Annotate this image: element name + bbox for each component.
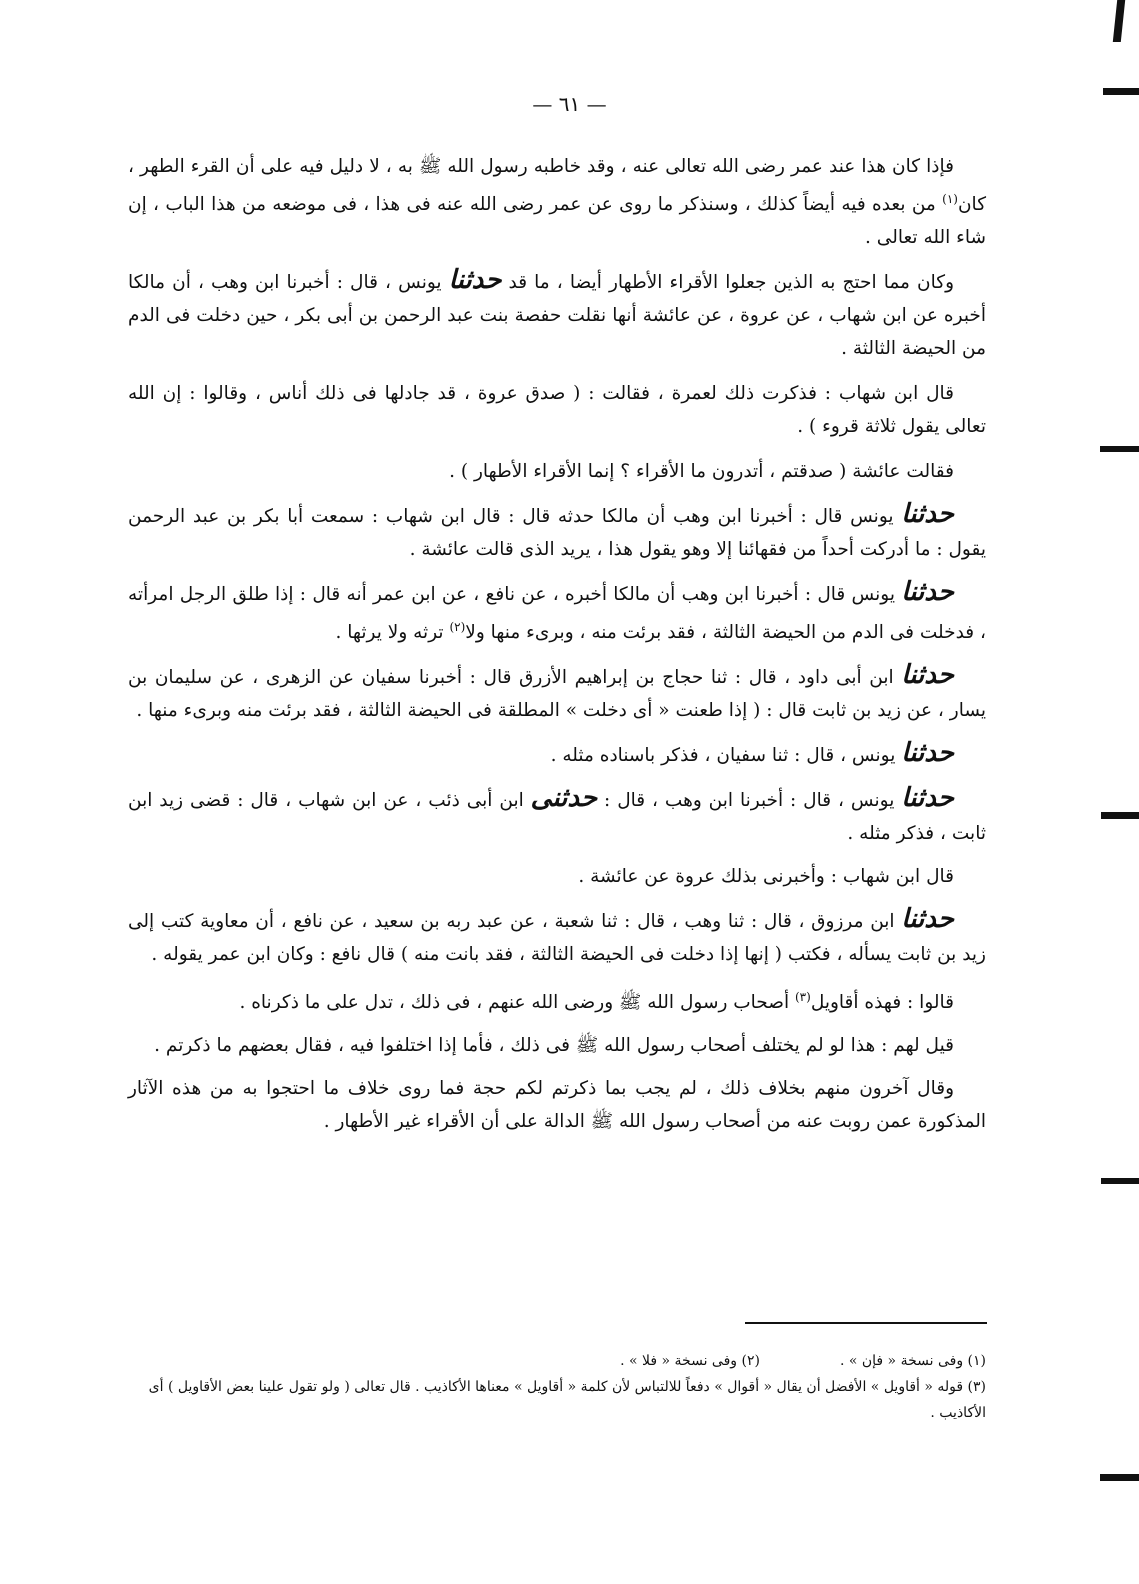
hadith-keyword: حدثنا <box>448 265 502 296</box>
paragraph-text: قالوا : فهذه أقاويل <box>810 992 954 1014</box>
paragraph-text: يونس ، قال : أخبرنا ابن وهب ، قال : <box>597 790 902 812</box>
scan-edge-mark <box>1101 1178 1139 1184</box>
hadith-keyword: حدثنا <box>901 577 954 608</box>
paragraph <box>128 737 986 772</box>
main-text <box>128 150 986 1148</box>
paragraph <box>128 1029 986 1062</box>
paragraph-text: قيل لهم : هذا لو لم يختلف أصحاب رسول الله ﷺ فى ذلك ، فأما إذا اختلفوا فيه ، فقال بعضهم ما ذكرتم . <box>154 1035 954 1057</box>
paragraph-text: يونس ، قال : أخبرنا ابن وهب ، أن مالكا أخبره عن ابن شهاب ، عن عروة ، عن عائشة أنها نقلت حفصة بنت عبد الرحمن بن أبى بكر ، حين دخلت فى الدم من الحيضة الثالثة . <box>128 272 986 360</box>
paragraph <box>128 860 986 893</box>
footnote-3: (٣) قوله « أقاويل » الأفضل أن يقال « أقوال » دفعاً للالتباس لأن كلمة « أقاويل » معناها الأكاذيب . قال تعالى ( ولو تقول علينا بعض الأقاويل ) أى الأكاذيب . <box>148 1379 986 1421</box>
paragraph-text: ترثه ولا يرثها . <box>335 622 450 644</box>
scan-edge-mark <box>1103 88 1139 95</box>
paragraph-text: يونس قال : أخبرنا ابن وهب أن مالكا حدثه قال : قال ابن شهاب : سمعت أبا بكر بن عبد الرحمن يقول : ما أدركت أحداً من فقهائنا إلا وهو يقول هذا ، يريد الذى قالت عائشة . <box>128 506 986 561</box>
paragraph-text: فإذا كان هذا عند عمر رضى الله تعالى عنه ، وقد خاطبه رسول الله ﷺ به ، لا دليل فيه على أن القرء الطهر ، كان <box>128 156 986 216</box>
paragraph <box>128 659 986 727</box>
paragraph-text: أصحاب رسول الله ﷺ ورضى الله عنهم ، فى ذلك ، تدل على ما ذكرناه . <box>239 992 795 1014</box>
footnote-row <box>128 1348 986 1374</box>
hadith-keyword: حدثنا <box>901 783 954 814</box>
footnote-ref[interactable]: (١) <box>942 192 958 206</box>
hadith-keyword: حدثنا <box>901 738 954 769</box>
paragraph <box>128 150 986 254</box>
paragraph <box>128 498 986 566</box>
paragraph <box>128 377 986 443</box>
paragraph-text: يونس قال : أخبرنا ابن وهب أن مالكا أخبره ، عن نافع ، عن ابن عمر أنه قال : إذا طلق الرجل امرأته ، فدخلت فى الدم من الحيضة الثالثة ، فقد برئت منه ، وبرىء منها ولا <box>128 584 986 644</box>
hadith-keyword: حدثنا <box>901 904 954 935</box>
footnote-2: (٢) وفى نسخة « فلا » . <box>620 1353 760 1369</box>
paragraph-text: ابن مرزوق ، قال : ثنا وهب ، قال : ثنا شعبة ، عن عبد ربه بن سعيد ، عن نافع ، أن معاوية كتب إلى زيد بن ثابت يسأله ، فكتب ( إنها إذا دخلت فى الحيضة الثالثة ، فقد بانت منه ) قال نافع : وكان ابن عمر يقوله . <box>128 911 986 966</box>
paragraph-text: يونس ، قال : ثنا سفيان ، فذكر باسناده مثله . <box>550 745 902 767</box>
paragraph <box>128 576 986 649</box>
paragraph-text: وكان مما احتج به الذين جعلوا الأقراء الأطهار أيضا ، ما قد <box>501 272 954 294</box>
footnotes <box>128 1348 986 1426</box>
footnote-1: (١) وفى نسخة « فإن » . <box>839 1353 986 1369</box>
paragraph <box>128 782 986 850</box>
hadith-keyword: حدثنى <box>530 783 598 814</box>
paragraph <box>128 1072 986 1138</box>
paragraph <box>128 903 986 971</box>
hadith-keyword: حدثنا <box>901 660 954 691</box>
paragraph-text: قال ابن شهاب : فذكرت ذلك لعمرة ، فقالت : ( صدق عروة ، قد جادلها فى ذلك أناس ، وقالوا : إن الله تعالى يقول ثلاثة قروء ) . <box>128 383 986 438</box>
scan-edge-mark <box>1100 446 1139 452</box>
paragraph-text: وقال آخرون منهم بخلاف ذلك ، لم يجب بما ذكرتم لكم حجة فما روى خلاف ما احتجوا به من هذه الآثار المذكورة عمن روبت عنه من أصحاب رسول الله ﷺ الدالة على أن الأقراء غير الأطهار . <box>128 1078 986 1133</box>
paragraph <box>128 981 986 1019</box>
paragraph-text: ابن أبى داود ، قال : ثنا حجاج بن إبراهيم الأزرق قال : أخبرنا سفيان عن الزهرى ، عن سليمان بن يسار ، عن زيد بن ثابت قال : ( إذا طعنت « أى دخلت » المطلقة فى الحيضة الثالثة ، فقد برئت منه وبرىء منها . <box>128 667 986 722</box>
paragraph <box>128 455 986 488</box>
scan-edge-mark <box>1101 812 1139 819</box>
footnote-divider <box>745 1322 987 1324</box>
footnote-ref[interactable]: (٢) <box>449 620 466 635</box>
hadith-keyword: حدثنا <box>901 499 954 530</box>
scan-edge-mark <box>1113 0 1125 42</box>
footnote-ref[interactable]: (٣) <box>794 990 811 1005</box>
page-number: — ٦١ — <box>532 92 607 116</box>
paragraph-text: فقالت عائشة ( صدقتم ، أتدرون ما الأقراء ؟ إنما الأقراء الأطهار ) . <box>449 461 954 483</box>
paragraph <box>128 264 986 365</box>
paragraph-text: من بعده فيه أيضاً كذلك ، وسنذكر ما روى عن عمر رضى الله عنه فى هذا ، فى موضعه من هذا الباب ، إن شاء الله تعالى . <box>128 194 986 249</box>
paragraph-text: ابن أبى ذئب ، عن ابن شهاب ، قال : قضى زيد ابن ثابت ، فذكر مثله . <box>128 790 986 845</box>
scan-edge-mark <box>1100 1474 1139 1481</box>
paragraph-text: قال ابن شهاب : وأخبرنى بذلك عروة عن عائشة . <box>578 866 954 888</box>
